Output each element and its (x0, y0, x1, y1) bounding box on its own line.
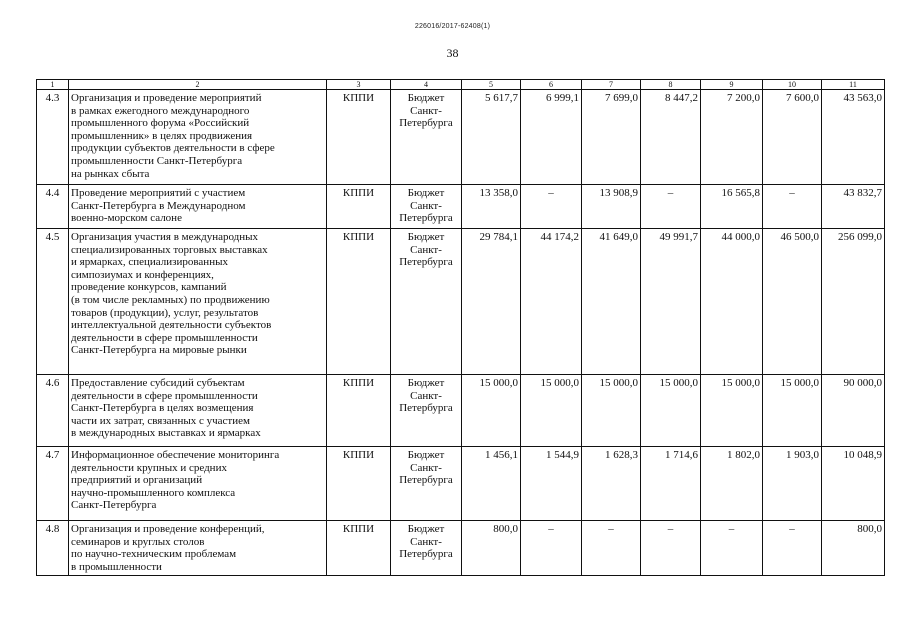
row-number: 4.5 (37, 229, 69, 375)
executor: КППИ (327, 375, 391, 447)
page-number: 38 (446, 46, 459, 60)
year-value: 800,0 (462, 521, 521, 576)
year-value: 29 784,1 (462, 229, 521, 375)
column-header: 4 (391, 80, 462, 90)
year-value: 15 000,0 (701, 375, 763, 447)
activity-name: Организация и проведение конференций, семинаров и круглых столов по научно-техническим проблемам в промышленности (71, 523, 265, 573)
year-value: 41 649,0 (582, 229, 641, 375)
column-header: 1 (37, 80, 69, 90)
funding-source: Бюджет Санкт- Петербурга (391, 229, 462, 375)
header-row (37, 80, 885, 90)
year-value: 8 447,2 (641, 90, 701, 185)
executor: КППИ (327, 447, 391, 521)
year-value: – (521, 521, 582, 576)
column-header: 8 (641, 80, 701, 90)
year-value: 13 908,9 (582, 185, 641, 229)
year-value: 7 200,0 (701, 90, 763, 185)
table-row (37, 229, 885, 375)
executor: КППИ (327, 521, 391, 576)
year-value: 13 358,0 (462, 185, 521, 229)
executor: КППИ (327, 185, 391, 229)
year-value: 6 999,1 (521, 90, 582, 185)
year-value: 15 000,0 (462, 375, 521, 447)
table-row (37, 521, 885, 576)
funding-source: Бюджет Санкт- Петербурга (391, 375, 462, 447)
year-value: – (763, 521, 822, 576)
row-number: 4.4 (37, 185, 69, 229)
document-id: 226016/2017-62408(1) (414, 23, 491, 30)
year-value: 1 903,0 (763, 447, 822, 521)
column-header: 11 (822, 80, 885, 90)
activity-name: Организация участия в международных специализированных торговых выставках и ярмарках, специализированных симпозиумах и конференциях, проведение конкурсов, кампаний (в том числе рекламных) по продвижению товаров (продукции), услуг, результатов интеллектуальной деятельности субъектов деятельности в сфере промышленности Санкт-Петербурга на мировые рынки (71, 231, 272, 357)
activity-name: Организация и проведение мероприятий в рамках ежегодного международного промышленного форума «Российский промышленник» в целях продвижения продукции субъектов деятельности в сфере промышленности Санкт-Петербурга на рынках сбыта (71, 92, 275, 180)
year-value: – (582, 521, 641, 576)
budget-table (36, 79, 885, 576)
activity-name: Предоставление субсидий субъектам деятельности в сфере промышленности Санкт-Петербурга в целях возмещения части их затрат, связанных с участием в международных выставках и ярмарках (71, 377, 261, 440)
year-value: 1 544,9 (521, 447, 582, 521)
year-value: 7 699,0 (582, 90, 641, 185)
row-number: 4.6 (37, 375, 69, 447)
activity-name-cell (69, 185, 327, 229)
year-value: 1 802,0 (701, 447, 763, 521)
year-value: 44 174,2 (521, 229, 582, 375)
year-value: – (641, 521, 701, 576)
year-value: 1 714,6 (641, 447, 701, 521)
executor: КППИ (327, 90, 391, 185)
year-value: – (763, 185, 822, 229)
table-row (37, 447, 885, 521)
year-value: 44 000,0 (701, 229, 763, 375)
funding-source: Бюджет Санкт- Петербурга (391, 447, 462, 521)
year-value: – (641, 185, 701, 229)
column-header: 7 (582, 80, 641, 90)
column-header: 9 (701, 80, 763, 90)
total-value: 10 048,9 (822, 447, 885, 521)
activity-name-cell (69, 521, 327, 576)
total-value: 800,0 (822, 521, 885, 576)
activity-name: Информационное обеспечение мониторинга деятельности крупных и средних предприятий и организаций научно-промышленного комплекса Санкт-Петербурга (71, 449, 280, 512)
year-value: 15 000,0 (521, 375, 582, 447)
table-body (37, 80, 885, 576)
table-row (37, 375, 885, 447)
activity-name-cell (69, 229, 327, 375)
activity-name-cell (69, 90, 327, 185)
year-value: 46 500,0 (763, 229, 822, 375)
year-value: 7 600,0 (763, 90, 822, 185)
table-row (37, 90, 885, 185)
executor: КППИ (327, 229, 391, 375)
column-header: 5 (462, 80, 521, 90)
column-header: 3 (327, 80, 391, 90)
activity-name: Проведение мероприятий с участием Санкт-Петербурга в Международном военно-морском салоне (71, 187, 246, 225)
total-value: 256 099,0 (822, 229, 885, 375)
funding-source: Бюджет Санкт- Петербурга (391, 521, 462, 576)
column-header: 6 (521, 80, 582, 90)
year-value: 1 456,1 (462, 447, 521, 521)
row-number: 4.8 (37, 521, 69, 576)
funding-source: Бюджет Санкт- Петербурга (391, 185, 462, 229)
year-value: 15 000,0 (763, 375, 822, 447)
total-value: 43 563,0 (822, 90, 885, 185)
column-header: 2 (69, 80, 327, 90)
activity-name-cell (69, 375, 327, 447)
column-header: 10 (763, 80, 822, 90)
funding-source: Бюджет Санкт- Петербурга (391, 90, 462, 185)
year-value: 15 000,0 (582, 375, 641, 447)
year-value: 1 628,3 (582, 447, 641, 521)
year-value: 5 617,7 (462, 90, 521, 185)
total-value: 90 000,0 (822, 375, 885, 447)
activity-name-cell (69, 447, 327, 521)
year-value: 16 565,8 (701, 185, 763, 229)
year-value: 49 991,7 (641, 229, 701, 375)
year-value: – (701, 521, 763, 576)
year-value: – (521, 185, 582, 229)
row-number: 4.7 (37, 447, 69, 521)
year-value: 15 000,0 (641, 375, 701, 447)
total-value: 43 832,7 (822, 185, 885, 229)
table-row (37, 185, 885, 229)
row-number: 4.3 (37, 90, 69, 185)
